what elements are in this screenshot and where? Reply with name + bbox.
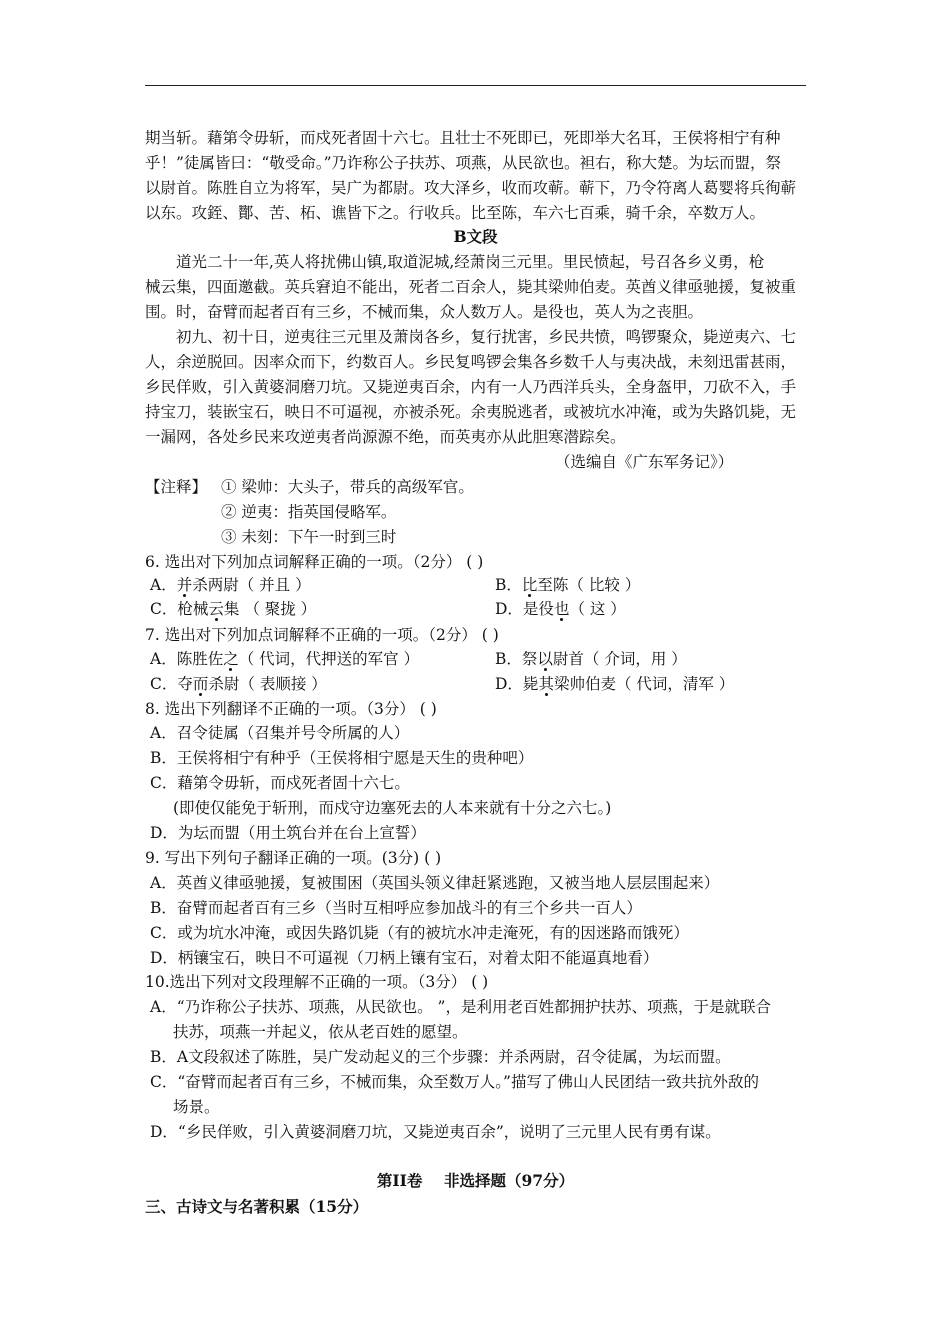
- question-9-stem: 9. 写出下列句子翻译正确的一项。(3分) ( ): [145, 849, 442, 867]
- passage-b-line: 持宝刀，装嵌宝石，映日不可逼视，亦被杀死。余夷脱逃者，或被坑水冲淹，或为失路饥毙，无: [145, 403, 797, 421]
- question-7-option-a: A．陈胜佐之（ 代词，代押送的军官 ）: [150, 650, 420, 668]
- question-9-option-c: C．或为坑水冲淹，或因失路饥毙（有的被坑水冲走淹死，有的因迷路而饿死）: [150, 924, 689, 942]
- header-rule: [145, 85, 806, 86]
- question-7-option-b: B．祭以尉首（ 介词，用 ）: [495, 650, 687, 668]
- passage-a-line: 以尉首。陈胜自立为将军，吴广为都尉。攻大泽乡，收而攻蕲。蕲下，乃令符离人葛婴将兵徇蕲: [145, 179, 797, 197]
- question-9-option-a: A．英酋义律亟驰援，复被围困（英国头领义律赶紧逃跑，又被当地人层层围起来）: [150, 874, 720, 892]
- passage-b-line: 初九、初十日，逆夷往三元里及萧岗各乡，复行扰害，乡民共愤，鸣锣聚众，毙逆夷六、七: [176, 328, 797, 346]
- passage-b-line: 人，余逆脱回。因率众而下，约数百人。乡民复鸣锣会集各乡数千人与夷决战，未刻迅雷甚雨，: [145, 353, 797, 371]
- question-10-stem: 10.选出下列对文段理解不正确的一项。（3分） ( ): [145, 973, 489, 991]
- question-6-option-b: B．比至陈（ 比较 ）: [495, 576, 641, 594]
- passage-a-line: 期当斩。藉第令毋斩，而戍死者固十六七。且壮士不死即已，死即举大名耳，王侯将相宁有种: [145, 129, 781, 147]
- passage-b-line: 一漏网，各处乡民来攻逆夷者尚源源不绝，而英夷亦从此胆寒潜踪矣。: [145, 428, 626, 446]
- question-7-option-c: C．夺而杀尉（ 表顺接 ）: [150, 675, 327, 693]
- source-citation: （选编自《广东军务记》）: [555, 453, 734, 471]
- passage-b-line: 道光二十一年,英人将扰佛山镇,取道泥城,经萧岗三元里。里民愤起，号召各乡义勇，枪: [176, 253, 765, 271]
- passage-a-line: 以东。攻銍、酇、苦、柘、谯皆下之。行收兵。比至陈，车六七百乘，骑千余，卒数万人。: [145, 204, 766, 222]
- question-7-stem: 7. 选出对下列加点词解释不正确的一项。（2分） ( ): [145, 626, 499, 644]
- notes-label: 【注释】: [145, 478, 208, 496]
- question-8-stem: 8. 选出下列翻译不正确的一项。（3分） ( ): [145, 700, 437, 718]
- note-item: ③ 未刻：下午一时到三时: [221, 528, 397, 546]
- question-8-option-b: B．王侯将相宁有种乎（王侯将相宁愿是天生的贵种吧）: [150, 749, 534, 767]
- passage-a-line: 乎！”徒属皆曰：“敬受命。”乃诈称公子扶苏、项燕，从民欲也。袒右，称大楚。为坛而盟，祭: [145, 154, 782, 172]
- question-8-option-a: A．召令徒属（召集并号令所属的人）: [150, 724, 410, 742]
- passage-b-line: 乡民佯败，引入黄婆洞磨刀坑。又毙逆夷百余，内有一人乃西洋兵头，全身盔甲，刀砍不入，手: [145, 378, 797, 396]
- question-9-option-b: B．奋臂而起者百有三乡（当时互相呼应参加战斗的有三个乡共一百人）: [150, 899, 642, 917]
- question-10-option-a-cont: 扶苏，项燕一并起义，依从老百姓的愿望。: [173, 1023, 468, 1041]
- part-2-title: 第II卷 非选择题（97分）: [376, 1171, 575, 1190]
- passage-b-line: 围。时，奋臂而起者百有三乡，不械而集，众人数万人。是役也，英人为之丧胆。: [145, 303, 704, 321]
- passage-b-line: 械云集，四面邀截。英兵窘迫不能出，死者二百余人，毙其梁帅伯麦。英酋义律亟驰援，复被重: [145, 278, 797, 296]
- question-6-option-d: D．是役也（ 这 ）: [495, 600, 626, 618]
- question-10-option-b: B．A文段叙述了陈胜，吴广发动起义的三个步骤：并杀两尉，召令徒属，为坛而盟。: [150, 1048, 731, 1066]
- question-10-option-c: C．“奋臂而起者百有三乡，不械而集，众至数万人。”描写了佛山人民团结一致共抗外敌的: [150, 1073, 759, 1091]
- question-8-option-c-translation: (即使仅能免于斩刑，而戍守边塞死去的人本来就有十分之六七。): [173, 799, 612, 817]
- question-6-option-c: C．枪械云集 （ 聚拢 ）: [150, 600, 317, 618]
- question-8-option-c: C．藉第令毋斩，而戍死者固十六七。: [150, 774, 410, 792]
- passage-b-title: B文段: [453, 227, 498, 246]
- section-3-title: 三、古诗文与名著积累（15分）: [145, 1197, 369, 1216]
- question-8-option-d: D．为坛而盟（用土筑台并在台上宣誓）: [150, 824, 426, 842]
- question-6-option-a: A．并杀两尉（ 并且 ）: [150, 576, 311, 594]
- note-item: ② 逆夷：指英国侵略军。: [221, 503, 397, 521]
- note-item: ① 梁帅：大头子，带兵的高级军官。: [221, 478, 474, 496]
- question-7-option-d: D．毙其梁帅伯麦（ 代词，清军 ）: [495, 675, 735, 693]
- question-6-stem: 6. 选出对下列加点词解释正确的一项。（2分） ( ): [145, 553, 484, 571]
- question-10-option-d: D．“乡民佯败，引入黄婆洞磨刀坑，又毙逆夷百余”，说明了三元里人民有勇有谋。: [150, 1123, 721, 1141]
- question-9-option-d: D．柄镶宝石，映日不可逼视（刀柄上镶有宝石，对着太阳不能逼真地看）: [150, 949, 659, 967]
- question-10-option-c-cont: 场景。: [173, 1098, 220, 1116]
- question-10-option-a: A．“乃诈称公子扶苏、项燕，从民欲也。 ”，是利用老百姓都拥护扶苏、项燕，于是就联合: [150, 998, 771, 1016]
